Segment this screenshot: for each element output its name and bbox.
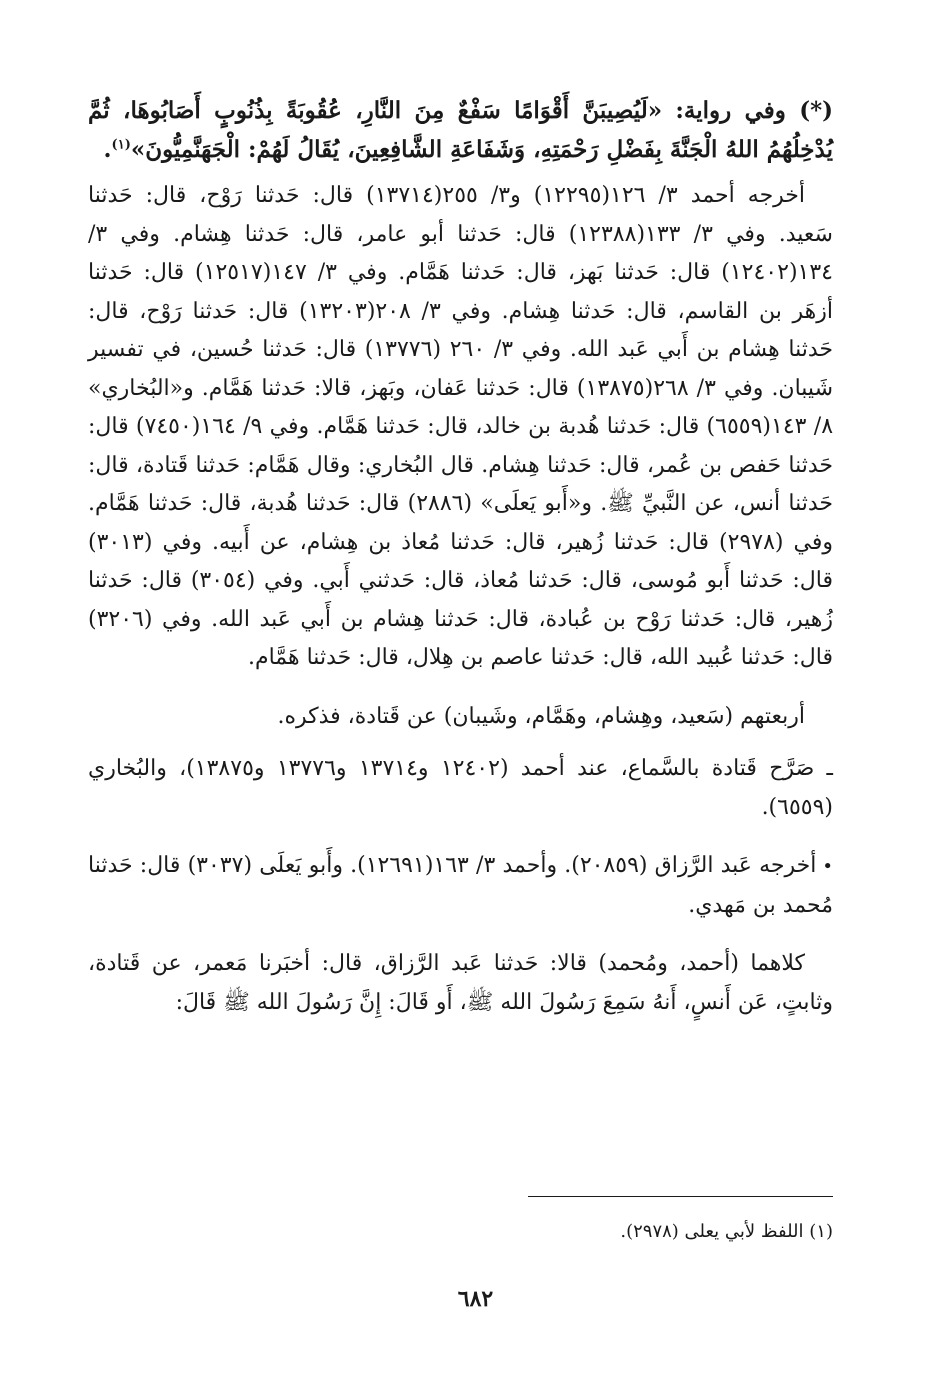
takhrij-paragraph-1: أخرجه أحمد ٣/ ١٢٦(١٢٢٩٥) و٣/ ٢٥٥(١٣٧١٤) قال: حَدثنا رَوْح، قال: حَدثنا سَعيد. وفي ٣/ ١٣٣(١٢٣٨٨) قال: حَدثنا أبو عامر، قال: حَدثنا هِشام. وفي ٣/ ١٣٤(١٢٤٠٢) قال: حَدثنا بَهز، قال: حَدثنا هَمَّام. وفي ٣/ ١٤٧(١٢٥١٧) قال: حَدثنا أزهَر بن القاسم، قال: حَدثنا هِشام. وفي ٣/ ٢٠٨(١٣٢٠٣) قال: حَدثنا رَوْح، قال: حَدثنا هِشام بن أَبي عَبد الله. وفي ٣/ ٢٦٠ (١٣٧٧٦) قال: حَدثنا حُسين، في تفسير شَيبان. وفي ٣/ ٢٦٨(١٣٨٧٥) قال: حَدثنا عَفان، وبَهز، قالا: حَدثنا هَمَّام. و«البُخاري» ٨/ ١٤٣(٦٥٥٩) قال: حَدثنا هُدبة بن خالد، قال: حَدثنا هَمَّام. وفي ٩/ ١٦٤(٧٤٥٠) قال: حَدثنا حَفص بن عُمر، قال: حَدثنا هِشام. قال البُخاري: وقال هَمَّام: حَدثنا قَتادة، قال: حَدثنا أنس، عن النَّبيِّ ﷺ. و«أَبو يَعلَى» (٢٨٨٦) قال: حَدثنا هُدبة، قال: حَدثنا هَمَّام. وفي (٢٩٧٨) قال: حَدثنا زُهير، قال: حَدثنا مُعاذ بن هِشام، عن أَبيه. وفي (٣٠١٣) قال: حَدثنا أَبو مُوسى، قال: حَدثنا مُعاذ، قال: حَدثني أَبي. وفي (٣٠٥٤) قال: حَدثنا زُهير، قال: حَدثنا رَوْح بن عُبادة، قال: حَدثنا هِشام بن أَبي عَبد الله. وفي (٣٢٠٦) قال: حَدثنا عُبيد الله، قال: حَدثنا عاصم بن هِلال، قال: حَدثنا هَمَّام. <box>88 183 834 670</box>
hadith-end-punctuation: . <box>103 135 112 163</box>
summary-paragraph-1: أربعتهم (سَعيد، وهِشام، وهَمَّام، وشَيبان) عن قَتادة، فذكره. <box>277 703 805 729</box>
summary-paragraph-2: كلاهما (أحمد، ومُحمد) قالا: حَدثنا عَبد الرَّزاق، قال: أخبَرنا مَعمر، عن قَتادة، وثابتٍ، عَن أَنسٍ، أَنهُ سَمِعَ رَسُولَ الله ﷺ، أَو قَالَ: إِنَّ رَسُولَ الله ﷺ قَالَ: <box>88 951 833 1015</box>
hadith-narration <box>88 92 833 169</box>
note-paragraph: ـ صَرَّح قَتادة بالسَّماع، عند أحمد (١٢٤٠٢ و١٣٧١٤ و١٣٧٧٦ و١٣٨٧٥)، والبُخاري (٦٥٥٩). <box>88 756 833 820</box>
takhrij-paragraph-2 <box>88 847 833 925</box>
footnote: (١) اللفظ لأبي يعلى (٢٩٧٨). <box>620 1221 833 1242</box>
bullet-icon: • <box>822 856 833 877</box>
hadith-text: (*) وفي رواية: «لَيُصِيبَنَّ أَقْوَامًا سَفْعٌ مِنَ النَّارِ، عُقُوبَةً بِذُنُوبٍ أَصَابُوهَا، ثُمَّ يُدْخِلُهُمُ اللهُ الْجَنَّةَ بِفَضْلِ رَحْمَتِهِ، وَشَفَاعَةِ الشَّافِعِينَ، يُقَالُ لَهُمْ: الْجَهَنَّمِيُّونَ» <box>88 97 833 163</box>
footnote-divider <box>528 1196 833 1197</box>
takhrij-2-text: أخرجه عَبد الرَّزاق (٢٠٨٥٩). وأحمد ٣/ ١٦٣(١٢٦٩١). وأَبو يَعلَى (٣٠٣٧) قال: حَدثنا مُحمد بن مَهدي. <box>88 853 833 918</box>
footnote-reference: (١) <box>111 136 131 152</box>
page-number: ٦٨٢ <box>457 1286 494 1312</box>
page-body <box>88 92 833 1022</box>
